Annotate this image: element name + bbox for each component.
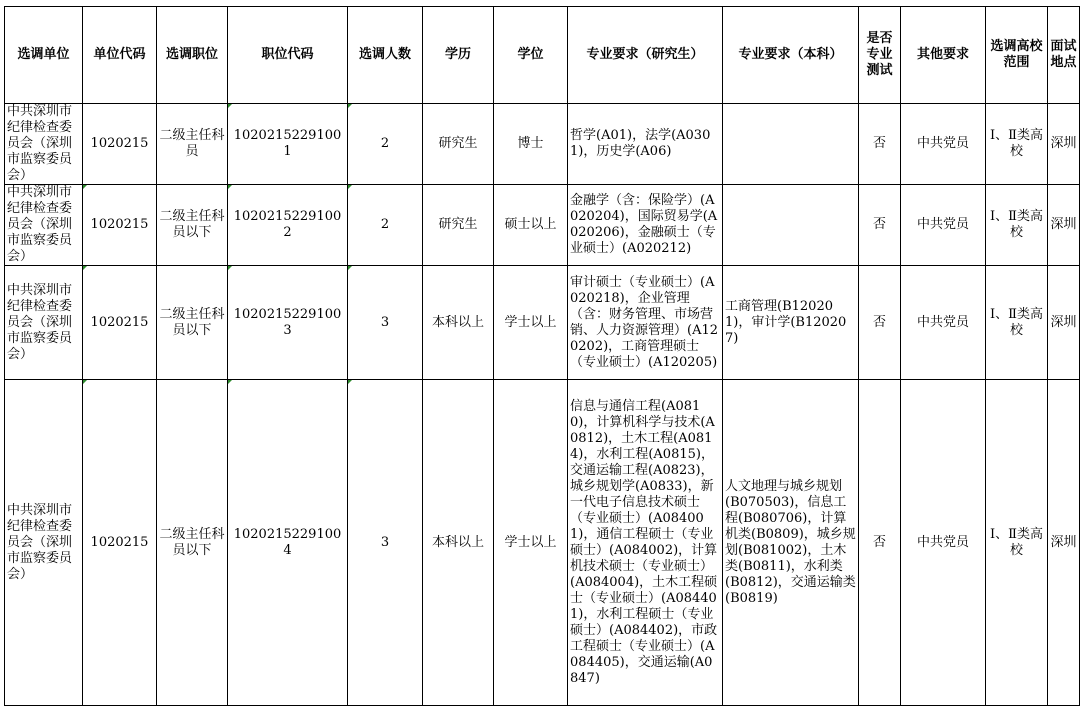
- cell-position-code: 10202152291003: [228, 266, 348, 380]
- header-test: 是否专业测试: [859, 7, 901, 104]
- header-position-code: 职位代码: [228, 7, 348, 104]
- cell-count: 2: [348, 185, 423, 266]
- header-position: 选调职位: [157, 7, 228, 104]
- cell-degree: 学士以上: [494, 380, 568, 706]
- cell-other: 中共党员: [901, 185, 986, 266]
- cell-major-undergrad: 人文地理与城乡规划(B070503)，信息工程(B080706)，计算机类(B0809)，城乡规划(B081002)，土木类(B0811)，水利类(B0812)，交通运输类(B0819): [723, 380, 859, 706]
- header-other: 其他要求: [901, 7, 986, 104]
- cell-unit: 中共深圳市纪律检查委员会（深圳市监察委员会）: [5, 266, 83, 380]
- cell-unit-code: 1020215: [83, 266, 157, 380]
- cell-school-range: Ⅰ、Ⅱ类高校: [986, 185, 1048, 266]
- cell-other: 中共党员: [901, 266, 986, 380]
- cell-location: 深圳: [1048, 185, 1080, 266]
- header-unit: 选调单位: [5, 7, 83, 104]
- header-major-grad: 专业要求（研究生）: [568, 7, 723, 104]
- cell-education: 研究生: [423, 104, 494, 185]
- cell-major-grad: 金融学（含：保险学）(A020204)，国际贸易学(A020206)，金融硕士（专业硕士）(A020212): [568, 185, 723, 266]
- cell-school-range: Ⅰ、Ⅱ类高校: [986, 266, 1048, 380]
- cell-unit-code: 1020215: [83, 104, 157, 185]
- cell-degree: 硕士以上: [494, 185, 568, 266]
- cell-position-code: 10202152291002: [228, 185, 348, 266]
- cell-education: 研究生: [423, 185, 494, 266]
- cell-major-undergrad: 工商管理(B120201)，审计学(B120207): [723, 266, 859, 380]
- header-education: 学历: [423, 7, 494, 104]
- cell-major-grad: 哲学(A01)，法学(A0301)，历史学(A06): [568, 104, 723, 185]
- table-row: [5, 104, 1080, 185]
- header-location: 面试地点: [1048, 7, 1080, 104]
- cell-education: 本科以上: [423, 266, 494, 380]
- cell-position-code: 10202152291004: [228, 380, 348, 706]
- header-count: 选调人数: [348, 7, 423, 104]
- cell-unit: 中共深圳市纪律检查委员会（深圳市监察委员会）: [5, 185, 83, 266]
- cell-major-undergrad: [723, 104, 859, 185]
- cell-school-range: Ⅰ、Ⅱ类高校: [986, 104, 1048, 185]
- table-row: [5, 266, 1080, 380]
- cell-count: 3: [348, 266, 423, 380]
- cell-unit-code: 1020215: [83, 380, 157, 706]
- cell-degree: 学士以上: [494, 266, 568, 380]
- cell-location: 深圳: [1048, 104, 1080, 185]
- cell-test: 否: [859, 380, 901, 706]
- cell-major-grad: 信息与通信工程(A0810)，计算机科学与技术(A0812)，土木工程(A0814)，水利工程(A0815)，交通运输工程(A0823)，城乡规划学(A0833)，新一代电子信息技术硕士（专业硕士）(A084001)，通信工程硕士（专业硕士）(A084002)，计算机技术硕士（专业硕士）(A084004)，土木工程硕士（专业硕士）(A084401)，水利工程硕士（专业硕士）(A084402)，市政工程硕士（专业硕士）(A084405)，交通运输(A0847): [568, 380, 723, 706]
- cell-position: 二级主任科员以下: [157, 266, 228, 380]
- header-school-range: 选调高校范围: [986, 7, 1048, 104]
- cell-position-code: 10202152291001: [228, 104, 348, 185]
- cell-location: 深圳: [1048, 266, 1080, 380]
- cell-other: 中共党员: [901, 380, 986, 706]
- cell-major-undergrad: [723, 185, 859, 266]
- table-row: [5, 380, 1080, 706]
- cell-unit: 中共深圳市纪律检查委员会（深圳市监察委员会）: [5, 380, 83, 706]
- cell-unit: 中共深圳市纪律检查委员会（深圳市监察委员会）: [5, 104, 83, 185]
- cell-education: 本科以上: [423, 380, 494, 706]
- cell-major-grad: 审计硕士（专业硕士）(A020218)，企业管理（含：财务管理、市场营销、人力资源管理）(A120202)，工商管理硕士（专业硕士）(A120205): [568, 266, 723, 380]
- cell-count: 2: [348, 104, 423, 185]
- cell-position: 二级主任科员: [157, 104, 228, 185]
- cell-school-range: Ⅰ、Ⅱ类高校: [986, 380, 1048, 706]
- cell-test: 否: [859, 104, 901, 185]
- cell-position: 二级主任科员以下: [157, 185, 228, 266]
- header-row: [5, 7, 1080, 104]
- cell-location: 深圳: [1048, 380, 1080, 706]
- cell-test: 否: [859, 185, 901, 266]
- cell-test: 否: [859, 266, 901, 380]
- position-table: [4, 6, 1080, 706]
- cell-count: 3: [348, 380, 423, 706]
- header-degree: 学位: [494, 7, 568, 104]
- cell-other: 中共党员: [901, 104, 986, 185]
- header-unit-code: 单位代码: [83, 7, 157, 104]
- header-major-undergrad: 专业要求（本科）: [723, 7, 859, 104]
- table-row: [5, 185, 1080, 266]
- cell-position: 二级主任科员以下: [157, 380, 228, 706]
- cell-unit-code: 1020215: [83, 185, 157, 266]
- cell-degree: 博士: [494, 104, 568, 185]
